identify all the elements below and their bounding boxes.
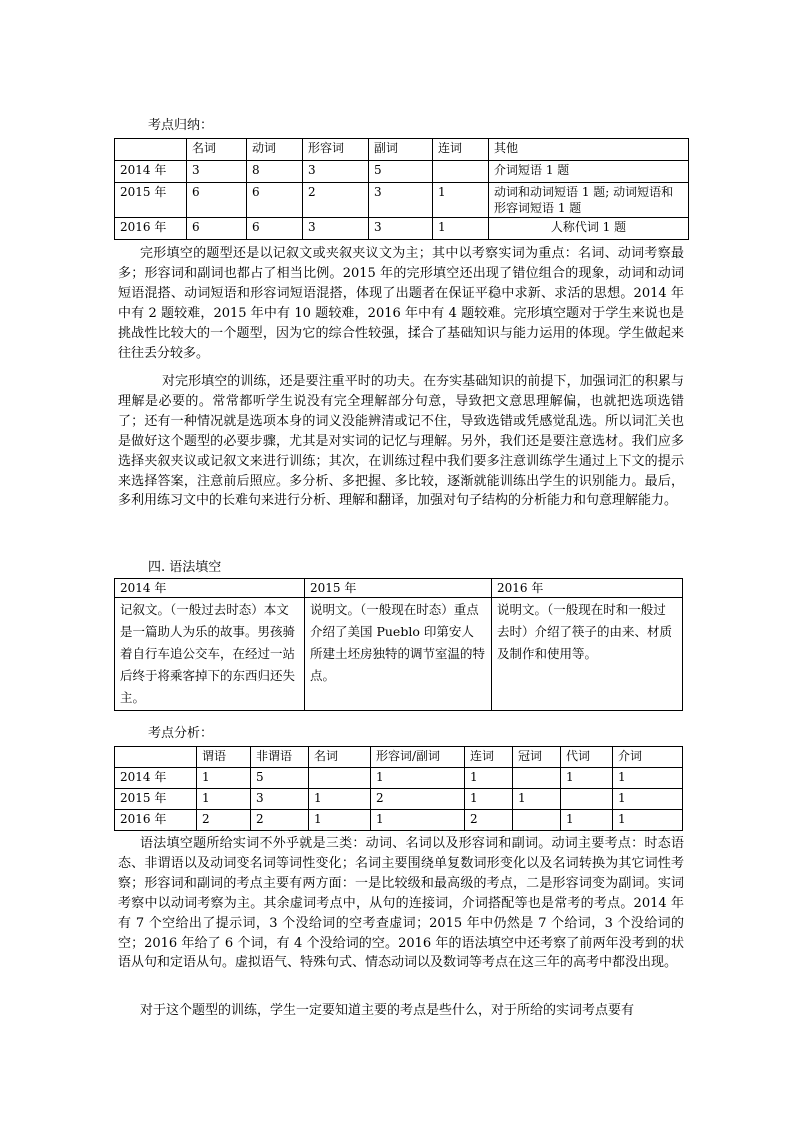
header-cell: 连词 [433,139,489,161]
table-row [115,183,689,218]
header-cell: 非谓语 [251,747,309,768]
section-heading: 四. 语法填空 [148,560,222,575]
header-cell: 动词 [247,139,303,161]
header-cell: 形容词 [303,139,369,161]
header-cell: 冠词 [513,747,561,768]
table-cell: 1 [613,768,683,789]
table-cell: 1 [561,810,613,831]
cloze-paragraph-1: 完形填空的题型还是以记叙文或夹叙夹议文为主；其中以考察实词为重点：名词、动词考察最多；形容词和副词也都占了相当比例。2015 年的完形填空还出现了错位组合的现象，动词和动词短语混搭、动词短语和形容词短语混搭，体现了出题者在保证平稳中求新、求活的思想。2014 年中有 2 题较难，2015 年中有 10 题较难，2016 年中有 4 题较难。完形填空题对于学生来说也是挑战性比较大的一个题型，因为它的综合性较强，揉合了基础知识与能力运用的体现。学生做起来往往丢分较多。 [118,246,684,361]
table-cell: 2 [465,810,513,831]
table-cell: 1 [309,810,371,831]
table-cell: 5 [251,768,309,789]
table-row [115,161,689,183]
header-cell [115,747,197,768]
table-cell: 1 [561,768,613,789]
table-cell: 3 [369,218,433,240]
table-cell: 2016 年 [115,810,197,831]
table-cell: 2 [251,810,309,831]
header-cell [115,139,187,161]
table-cell: 6 [187,218,247,240]
table-header-row [115,139,689,161]
table-row [115,768,683,789]
table-cell: 记叙文。（一般过去时态）本文是一篇助人为乐的故事。男孩骑着自行车追公交车，在经过一站后终于将乘客掉下的东西归还失主。 [115,598,305,711]
table-cell: 3 [369,183,433,218]
grammar-paragraph-2: 对于这个题型的训练，学生一定要知道主要的考点是些什么，对于所给的实词考点要有 [140,1003,635,1018]
table-cell: 1 [371,768,465,789]
table-row [115,810,683,831]
header-cell: 代词 [561,747,613,768]
table-cell: 1 [197,768,251,789]
table-cell: 2 [197,810,251,831]
table-cell: 1 [513,789,561,810]
table-cell: 8 [247,161,303,183]
table-cell: 2 [303,183,369,218]
table-cell [513,768,561,789]
header-cell: 副词 [369,139,433,161]
header-cell: 连词 [465,747,513,768]
table-cell: 1 [433,183,489,218]
table-cell: 人称代词 1 题 [489,218,689,240]
table-cell: 1 [465,789,513,810]
table-cell [433,161,489,183]
grammar-paragraph-1: 语法填空题所给实词不外乎就是三类：动词、名词以及形容词和副词。动词主要考点：时态语态、非谓语以及动词变名词等词性变化；名词主要围绕单复数词形变化以及名词转换为其它词性考察；形容词和副词的考点主要有两方面：一是比较级和最高级的考点，二是形容词变为副词。实词考察中以动词考察为主。其余虚词考点中，从句的连接词，介词搭配等也是常考的考点。2014 年有 7 个空给出了提示词，3 个没给词的空考查虚词；2015 年中仍然是 7 个给词，3 个没给词的空；2016 年给了 6 个词，有 4 个没给词的空。2016 年的语法填空中还考察了前两年没考到的状语从句和定语从句。虚拟语气、特殊句式、情态动词以及数词等考点在这三年的高考中都没出现。 [118,836,684,971]
cloze-paragraph-2: 对完形填空的训练，还是要注重平时的功夫。在夯实基础知识的前提下，加强词汇的积累与理解是必要的。常常都听学生说没有完全理解部分句意，导致把文意思理解偏，也就把选项选错了；还有一种情况就是选项本身的词义没能辨清或记不住，导致选错或凭感觉乱选。所以词汇关也是做好这个题型的必要步骤，尤其是对实词的记忆与理解。另外，我们还是要注意选材。我们应多选择夹叙夹议或记叙文来进行训练；其次，在训练过程中我们要多注意训练学生通过上下文的提示来选择答案，注意前后照应。多分析、多把握、多比较，逐渐就能训练出学生的识别能力。最后，多利用练习文中的长难句来进行分析、理解和翻译，加强对句子结构的分析能力和句意理解能力。 [118,374,684,509]
table-cell: 2014 年 [115,768,197,789]
table-cell: 说明文。（一般现在时和一般过去时）介绍了筷子的由来、材质及制作和使用等。 [492,598,683,711]
table-cell: 5 [369,161,433,183]
grammar-analysis-table [114,746,683,831]
table-cell: 3 [303,218,369,240]
table-cell: 3 [251,789,309,810]
table-cell: 说明文。（一般现在时态）重点介绍了美国 Pueblo 印第安人所建土坯房独特的调节室温的特点。 [305,598,492,711]
header-cell: 2015 年 [305,579,492,598]
header-cell: 2016 年 [492,579,683,598]
table-cell [513,810,561,831]
table-cell [309,768,371,789]
header-cell: 名词 [309,747,371,768]
table-cell: 6 [247,183,303,218]
table-cell: 2 [371,789,465,810]
table-cell: 2014 年 [115,161,187,183]
table-cell: 动词和动词短语 1 题; 动词短语和形容词短语 1 题 [489,183,689,218]
header-cell: 介词 [613,747,683,768]
header-cell: 其他 [489,139,689,161]
table-row [115,218,689,240]
table-header-row [115,747,683,768]
summary-label: 考点归纳： [148,118,214,133]
header-cell: 名词 [187,139,247,161]
table-cell: 1 [613,789,683,810]
header-cell: 2014 年 [115,579,305,598]
table-cell: 2015 年 [115,183,187,218]
table-cell: 1 [197,789,251,810]
table-cell: 6 [247,218,303,240]
table-cell: 介词短语 1 题 [489,161,689,183]
table-cell: 1 [433,218,489,240]
table-cell: 1 [309,789,371,810]
cloze-summary-table [114,138,689,240]
table-cell: 1 [465,768,513,789]
table-header-row [115,579,683,598]
table-row [115,598,683,711]
header-cell: 谓语 [197,747,251,768]
table-cell: 1 [613,810,683,831]
grammar-passage-table [114,578,683,711]
table-cell: 1 [371,810,465,831]
header-cell: 形容词/副词 [371,747,465,768]
table-row [115,789,683,810]
table-cell: 2015 年 [115,789,197,810]
table-cell [561,789,613,810]
table-cell: 2016 年 [115,218,187,240]
table-cell: 3 [187,161,247,183]
table-cell: 3 [303,161,369,183]
table-cell: 6 [187,183,247,218]
analysis-label: 考点分析： [148,726,214,741]
